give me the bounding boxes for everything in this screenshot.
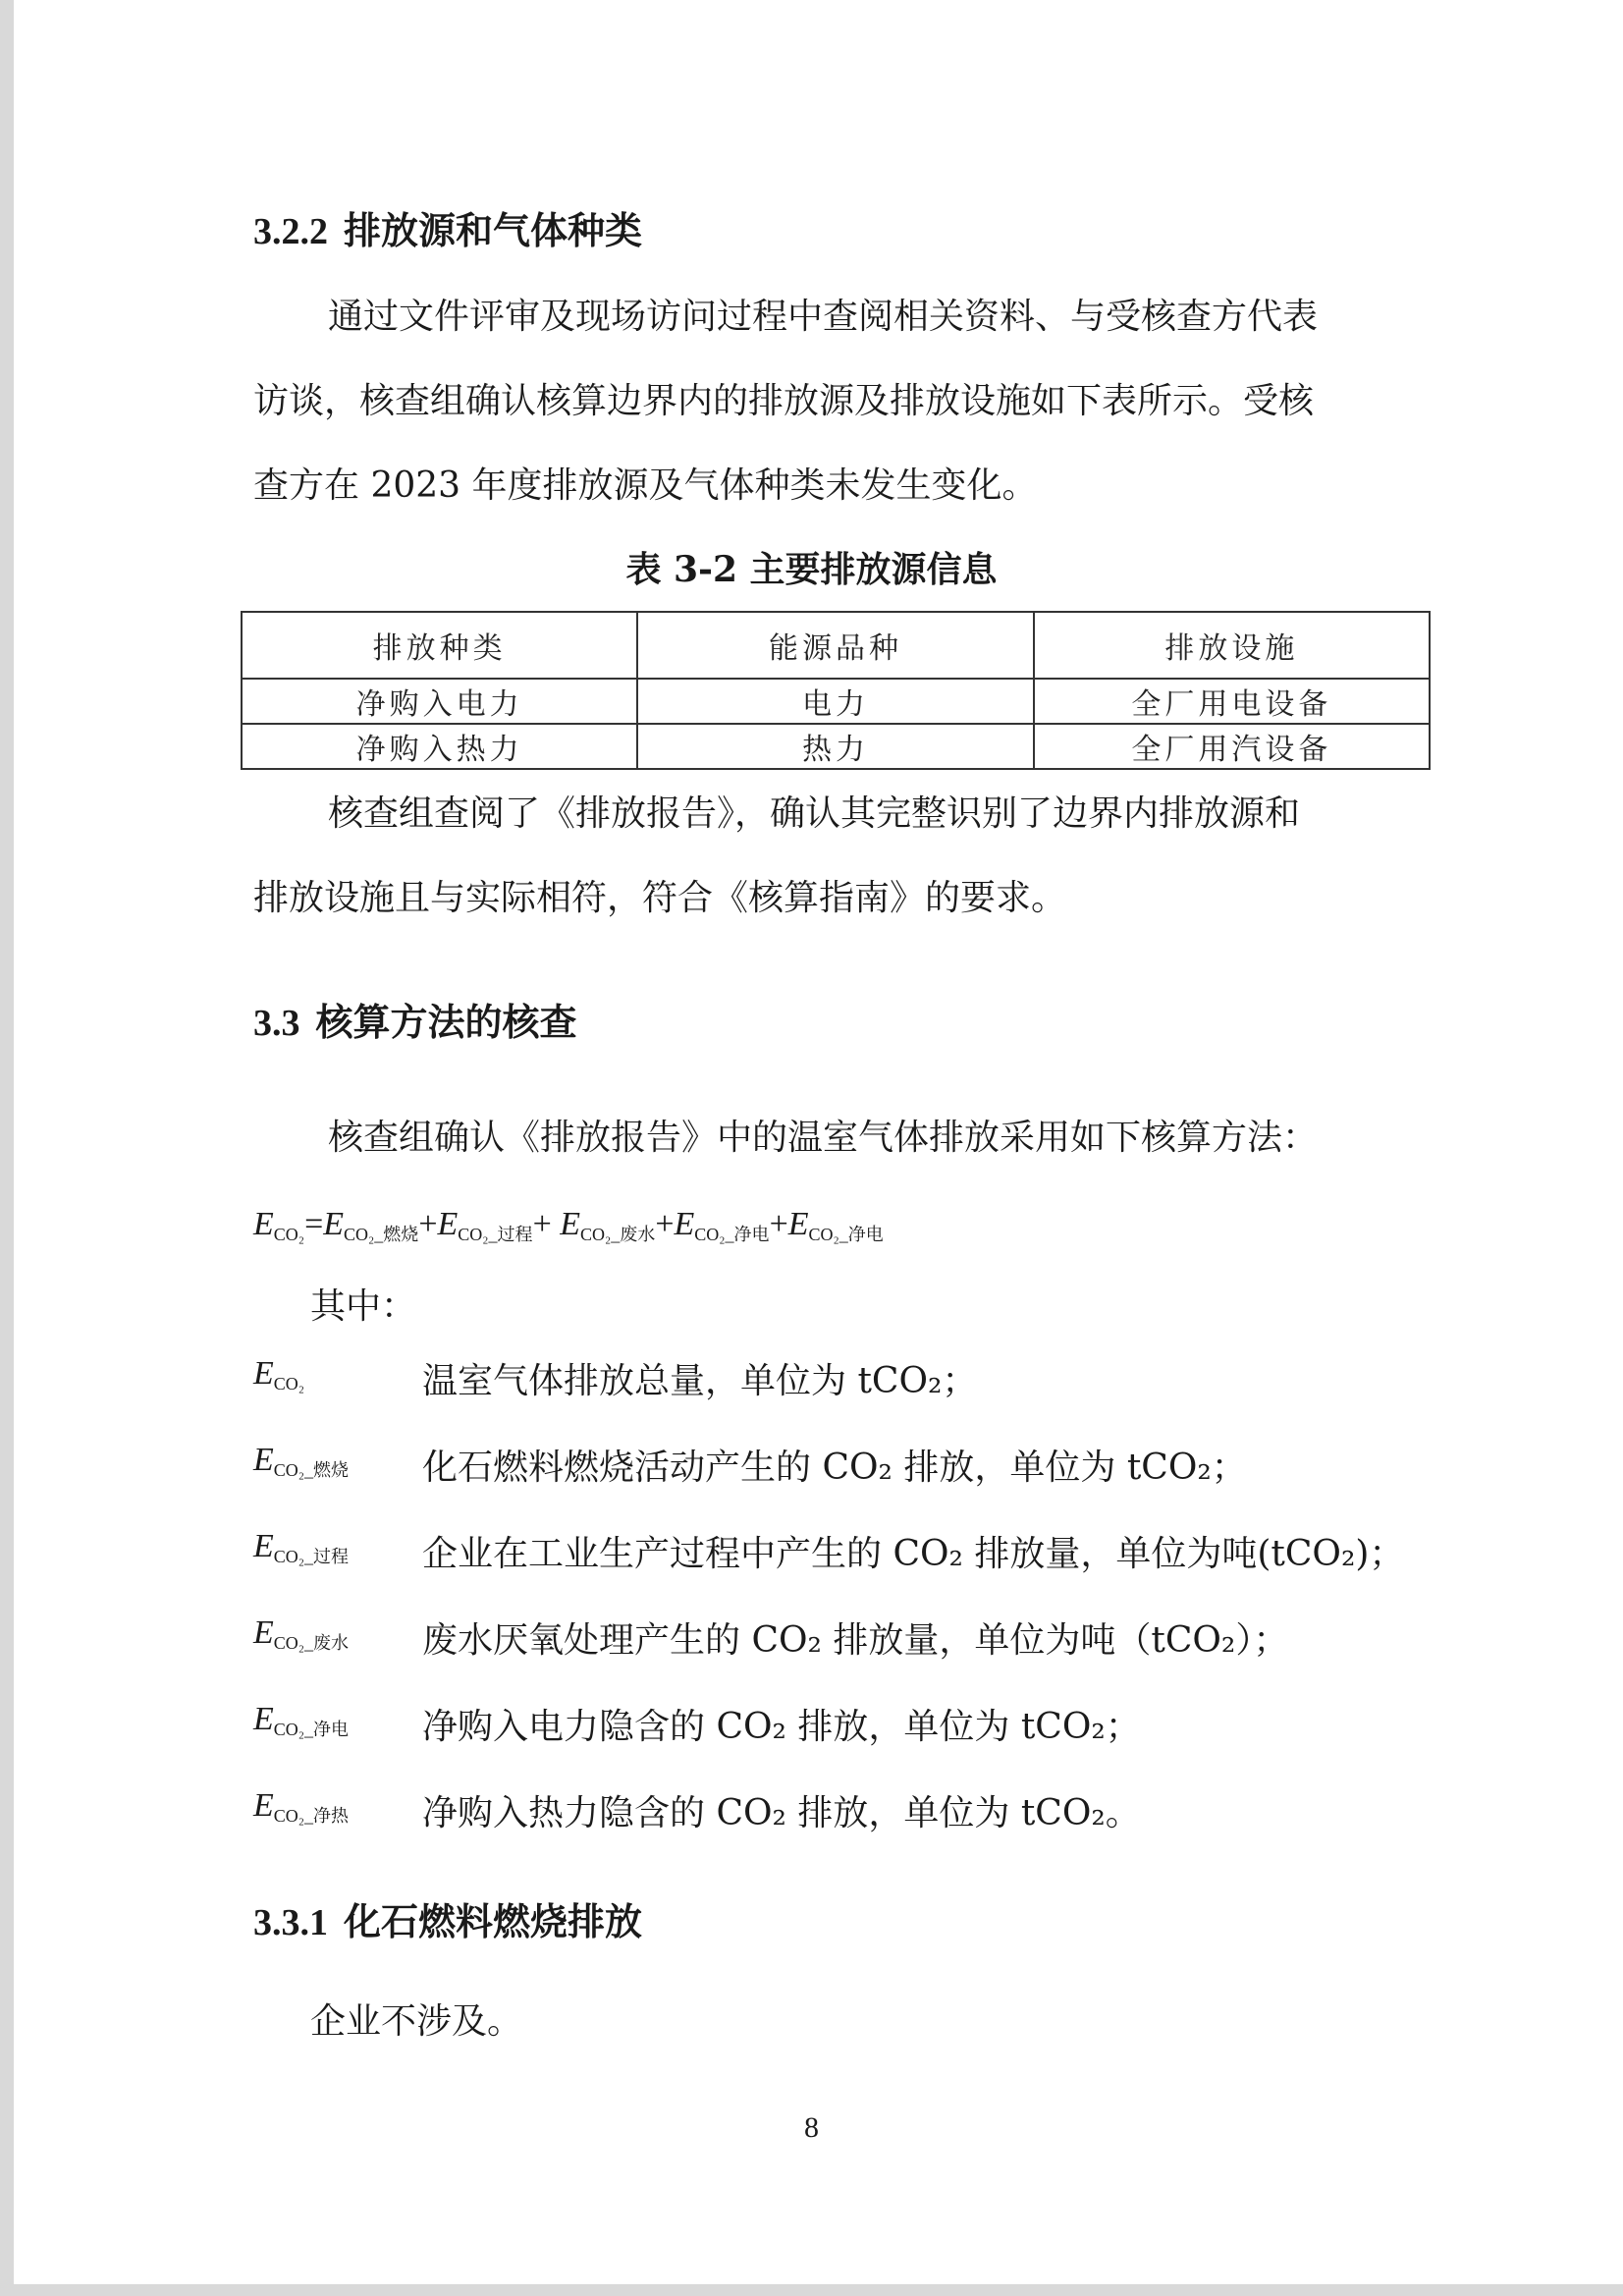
emission-source-table [241, 611, 1431, 770]
formula-symbol: E [560, 1206, 581, 1242]
definition-symbol: $E_{CO_2\_废水}$ [253, 1614, 350, 1653]
paragraph-2-line-2: 排放设施且与实际相符，符合《核算指南》的要求。 [253, 878, 1067, 918]
heading-3-2-2 [253, 200, 642, 254]
formula-operator: + [655, 1206, 675, 1242]
table-header-row [242, 612, 1430, 679]
formula-subscript: CO₂_过程 [458, 1225, 533, 1244]
paragraph-2-line-1: 核查组查阅了《排放报告》，确认其完整识别了边界内排放源和 [328, 793, 1301, 834]
definition-symbol: $E_{CO_2\_燃烧}$ [253, 1442, 350, 1480]
definition-symbol: $E_{CO_2\_净电}$ [253, 1701, 350, 1739]
heading-title: 化石燃料燃烧排放 [344, 1899, 643, 1943]
where-label: 其中： [310, 1286, 417, 1327]
formula-symbol: E [323, 1206, 345, 1242]
scan-edge-bottom [0, 2284, 1623, 2296]
paragraph-1-line-2: 访谈，核查组确认核算边界内的排放源及排放设施如下表所示。受核 [253, 381, 1315, 421]
definition-text: 温室气体排放总量，单位为 tCO₂； [422, 1361, 978, 1401]
paragraph-1-line-3: 查方在 2023 年度排放源及气体种类未发生变化。 [253, 465, 1038, 506]
paragraph-4: 企业不涉及。 [310, 2001, 523, 2042]
table-row [242, 679, 1430, 724]
table-cell: 全厂用汽设备 [1034, 724, 1430, 769]
table-row [242, 724, 1430, 769]
formula-operator: + [769, 1206, 788, 1242]
formula-symbol: E [253, 1206, 274, 1242]
definition-symbol: $E_{CO_2\_过程}$ [253, 1528, 350, 1566]
formula-symbol: E [674, 1206, 695, 1242]
heading-title: 核算方法的核查 [315, 1000, 577, 1044]
definition-symbol: $E_{CO_2\_净热}$ [253, 1787, 350, 1826]
heading-3-3 [253, 992, 577, 1046]
page-number: 8 [804, 2111, 819, 2144]
formula-operator: = [304, 1206, 324, 1242]
paragraph-1-line-1: 通过文件评审及现场访问过程中查阅相关资料、与受核查方代表 [328, 297, 1319, 337]
table-cell: 热力 [637, 724, 1033, 769]
formula-symbol: E [787, 1206, 809, 1242]
formula-operator: + [418, 1206, 438, 1242]
paragraph-3: 核查组确认《排放报告》中的温室气体排放采用如下核算方法： [328, 1118, 1319, 1158]
definition-text: 净购入电力隐含的 CO₂ 排放，单位为 tCO₂； [422, 1707, 1141, 1747]
formula-subscript: CO₂ [273, 1225, 305, 1244]
definition-text: 化石燃料燃烧活动产生的 CO₂ 排放，单位为 tCO₂； [422, 1448, 1247, 1488]
scan-edge-left [0, 0, 14, 2296]
definition-symbol: $E_{CO_2}$ [253, 1355, 305, 1394]
table-cell: 全厂用电设备 [1034, 679, 1430, 724]
emission-formula [253, 1206, 884, 1246]
heading-number: 3.3 [253, 1003, 300, 1044]
heading-3-3-1 [253, 1891, 642, 1945]
table-caption: 表 3-2 主要排放源信息 [625, 549, 998, 590]
table-header-cell: 能源品种 [637, 612, 1033, 679]
formula-subscript: CO₂_净电 [694, 1225, 770, 1244]
table-cell: 净购入热力 [242, 724, 637, 769]
table-cell: 净购入电力 [242, 679, 637, 724]
heading-title: 排放源和气体种类 [344, 208, 643, 252]
formula-subscript: CO₂_净电 [808, 1225, 884, 1244]
definition-text: 废水厌氧处理产生的 CO₂ 排放量，单位为吨（tCO₂）； [422, 1620, 1289, 1661]
formula-subscript: CO₂_废水 [580, 1225, 656, 1244]
formula-symbol: E [437, 1206, 459, 1242]
table-cell: 电力 [637, 679, 1033, 724]
definition-text: 企业在工业生产过程中产生的 CO₂ 排放量，单位为吨(tCO₂)； [422, 1534, 1405, 1574]
definition-text: 净购入热力隐含的 CO₂ 排放，单位为 tCO₂。 [422, 1793, 1141, 1833]
heading-number: 3.2.2 [253, 211, 328, 252]
table-header-cell: 排放种类 [242, 612, 637, 679]
formula-operator: + [532, 1206, 561, 1242]
table-header-cell: 排放设施 [1034, 612, 1430, 679]
formula-subscript: CO₂_燃烧 [344, 1225, 419, 1244]
heading-number: 3.3.1 [253, 1902, 328, 1943]
